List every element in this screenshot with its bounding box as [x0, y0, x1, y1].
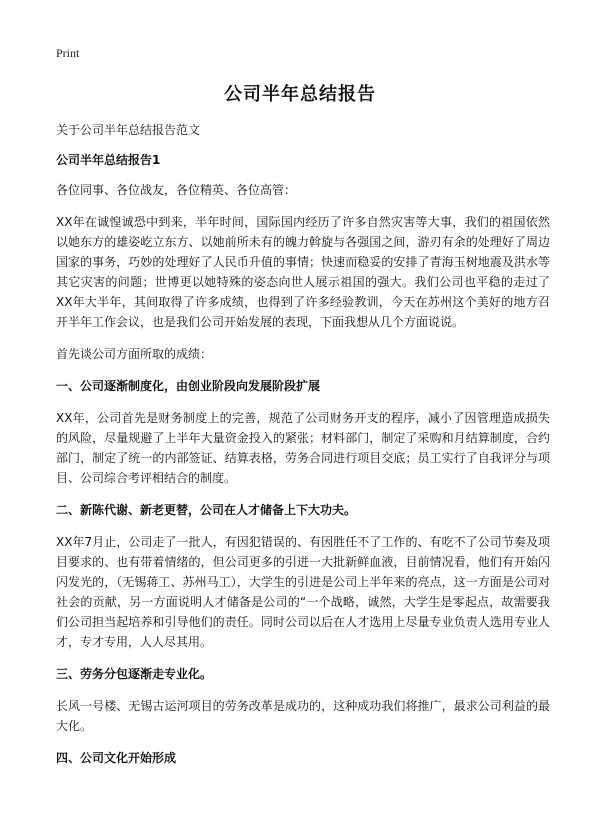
- document-subtitle: 关于公司半年总结报告范文: [56, 123, 201, 137]
- section-body-3: 长风一号楼、无锡古运河项目的劳务改革是成功的，这种成功我们将推广，最求公司利益的最大化。: [56, 699, 550, 733]
- greeting-paragraph: 各位同事、各位战友，各位精英、各位高管：: [56, 183, 297, 197]
- section-heading-3: 三、劳务分包逐渐走专业化。: [56, 667, 213, 681]
- document-title: 公司半年总结报告: [224, 84, 376, 105]
- section-body-2: XX年7月止，公司走了一批人，有因犯错误的、有因胜任不了工作的、有吃不了公司节奏及项目要求的、也有带着情绪的，但公司更多的引进一大批新鲜血液，目前情况看，他们有开始闪闪发光的，（无锡蒋工、苏州马工），大学生的引进是公司上半年来的亮点，这一方面是公司对社会的贡献，另一方面说明人才储备是公司的“一个战略，诚然，大学生是零起点，故需要我们公司担当起培养和引导他们的责任。同时公司以后在人才选用上尽量专业负责人选用专业人才，专才专用，人人尽其用。: [56, 535, 550, 649]
- section-heading-4: 四、公司文化开始形成: [56, 751, 177, 765]
- document-body: [56, 120, 550, 780]
- section-heading-2: 二、新陈代谢、新老更替，公司在人才储备上下大功夫。: [56, 503, 357, 517]
- section-heading-1: 一、公司逐渐制度化，由创业阶段向发展阶段扩展: [56, 379, 321, 393]
- section-body-1: XX年，公司首先是财务制度上的完善，规范了公司财务开支的程序，减小了因管理造成损失的风险，尽量规避了上半年大量资金投入的紧张；材料部门，制定了采购和月结算制度，合约部门，制定了统一的内部签证、结算表格，劳务合同进行项目交底；员工实行了自我评分与项目、公司综合考评相结合的制度。: [56, 411, 550, 485]
- lead-in-paragraph: 首先谈公司方面所取的成绩：: [56, 347, 213, 361]
- intro-paragraph: XX年在诚惶诚恐中到来，半年时间，国际国内经历了许多自然灾害等大事，我们的祖国依然以她东方的雄姿屹立东方、以她前所未有的魄力斡旋与各强国之间，游刃有余的处理好了周边国家的事务，巧妙的处理好了人民币升值的事情；快速而稳妥的安排了青海玉树地震及洪水等其它灾害的问题；世博更以她特殊的姿态向世人展示祖国的强大。我们公司也平稳的走过了XX年大半年，其间取得了许多成绩，也得到了许多经验教训，今天在苏州这个美好的地方召开半年工作会议，也是我们公司开始发展的表现，下面我想从几个方面说说。: [56, 215, 550, 329]
- report-heading: 公司半年总结报告1: [56, 153, 161, 167]
- print-link[interactable]: Print: [56, 46, 80, 60]
